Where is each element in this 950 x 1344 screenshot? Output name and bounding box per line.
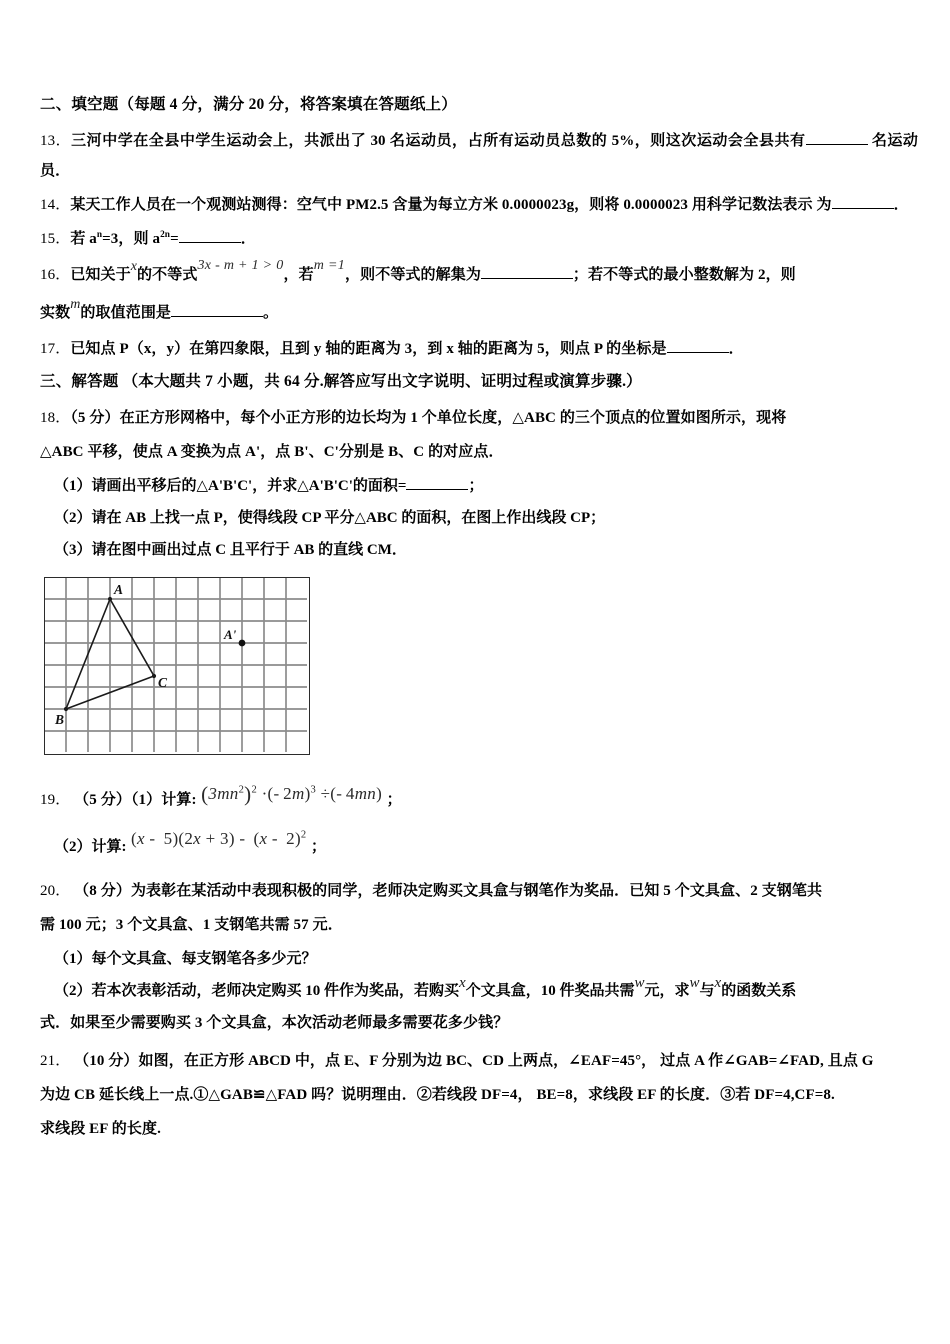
question-13 [40, 126, 918, 186]
question-21-line2 [40, 1080, 918, 1110]
question-18-line2 [40, 437, 918, 467]
question-20-sub2-text-d: 与 [699, 983, 715, 1000]
question-20-var-w-2: w [689, 975, 700, 992]
question-16-text-b: 的不等式 [137, 267, 198, 284]
question-15 [40, 224, 918, 254]
question-18-sub1-text: （1）请画出平移后的△A'B'C'，并求△A'B'C'的面积= [54, 478, 407, 495]
question-14-number: 14． [40, 197, 71, 214]
question-15-text-b: =3，则 a [102, 231, 161, 248]
question-20-sub2-text-b: 个文具盒，10 件奖品共需 [465, 983, 635, 1000]
question-16-text-c: ，若 [283, 267, 314, 284]
label-a-prime: A' [224, 627, 237, 643]
question-17-text: 已知点 P（x，y）在第四象限，且到 y 轴的距离为 3，到 x 轴的距离为 5，则点 P 的坐标是 [70, 341, 667, 358]
question-21-text-b: 为边 CB 延长线上一点.①△GAB≌△FAD 吗？说明理由．②若线段 DF=4， BE=8，求线段 EF 的长度．③若 DF=4,CF=8. [40, 1087, 835, 1104]
question-20-sub2-text-a: （2）若本次表彰活动，老师决定购买 10 件作为奖品，若购买 [54, 983, 460, 1000]
question-19-line2 [40, 826, 918, 867]
question-18-sub1-end: ； [468, 478, 484, 495]
question-16-text-f: 实数 [40, 305, 71, 322]
section-heading-fill-in-blank: 二、填空题（每题 4 分，满分 20 分，将答案填在答题纸上） [40, 96, 457, 113]
question-14 [40, 190, 918, 220]
page-content [40, 93, 918, 1148]
label-c: C [158, 675, 168, 691]
question-16-number: 16． [40, 267, 71, 284]
question-15-blank-1[interactable] [179, 242, 241, 243]
vertex-a-dot [108, 597, 112, 601]
question-20-line2 [40, 910, 918, 940]
question-16-text-a: 已知关于 [70, 267, 131, 284]
question-20-text-a: 为表彰在某活动中表现积极的同学，老师决定购买文具盒与钢笔作为奖品．已知 5 个文具盒、2 支钢笔共 [130, 883, 823, 900]
question-20-sub2-line2 [40, 1008, 918, 1038]
question-21-score: （10 分） [74, 1053, 139, 1070]
question-15-number: 15． [40, 231, 71, 248]
question-18-score: （5 分） [70, 410, 120, 427]
question-16-text-g: 的取值范围是 [80, 305, 172, 322]
question-15-text-d: ． [240, 231, 256, 248]
question-18-sub1 [40, 471, 918, 501]
question-19-score: （5 分） [74, 792, 131, 809]
question-16-text-e: ；若不等式的最小整数解为 2，则 [572, 267, 796, 284]
question-18-sub2-text: （2）请在 AB 上找一点 P，使得线段 CP 平分△ABC 的面积，在图上作出线段 CP； [54, 510, 606, 527]
question-20-sub1 [40, 944, 918, 974]
question-21-text-a: 如图，在正方形 ABCD 中，点 E、F 分别为边 BC、CD 上两点，∠EAF=45°， 过点 A 作∠GAB=∠FAD, 且点 G [138, 1053, 874, 1070]
question-16-blank-1[interactable] [481, 278, 573, 279]
question-15-exponent-n: n [96, 230, 103, 241]
question-15-text-c: = [170, 231, 179, 248]
question-16-variable-x: x [130, 259, 138, 275]
question-17-number: 17． [40, 341, 71, 358]
question-21-number: 21． [40, 1053, 71, 1070]
question-18-text-b: △ABC 平移，使点 A 变换为点 A'，点 B'、C'分别是 B、C 的对应点． [40, 444, 504, 461]
question-20-score: （8 分） [74, 883, 131, 900]
question-20-sub2-text-e: 的函数关系 [721, 983, 797, 1000]
question-17-text-end: ． [728, 341, 744, 358]
question-18-figure [44, 577, 330, 765]
question-19-line1 [40, 773, 918, 821]
question-20-number: 20． [40, 883, 71, 900]
question-20-var-x-1: x [459, 975, 466, 992]
question-16-line2 [40, 297, 918, 330]
question-15-text-a: 若 a [70, 231, 97, 248]
question-18-text-a: 在正方形网格中，每个小正方形的边长均为 1 个单位长度，△ABC 的三个顶点的位置如图所示，现将 [119, 410, 787, 427]
question-20-text-b: 需 100 元；3 个文具盒、1 支钢笔共需 57 元． [40, 917, 343, 934]
question-20-line1 [40, 876, 918, 906]
question-19-part1-end: ； [386, 792, 402, 809]
question-16 [40, 258, 918, 293]
question-19-part1-label: （1）计算: [130, 792, 197, 809]
question-18-sub3-text: （3）请在图中画出过点 C 且平行于 AB 的直线 CM． [54, 542, 407, 559]
section-heading-solve: 三、解答题 （本大题共 7 小题，共 64 分.解答应写出文字说明、证明过程或演算步骤.） [40, 373, 642, 391]
question-16-text-d: ，则不等式的解集为 [345, 267, 481, 284]
question-14-blank-1[interactable] [832, 208, 894, 209]
question-18-sub2 [40, 503, 918, 533]
question-20-sub2-line1 [40, 976, 918, 1006]
label-a: A [114, 582, 124, 598]
question-19-part2-label: （2）计算: [54, 838, 127, 855]
question-20-var-x-2: x [714, 975, 722, 992]
question-21-text-c: 求线段 EF 的长度. [40, 1121, 161, 1138]
question-16-blank-2[interactable] [171, 316, 263, 317]
question-21-line1 [40, 1046, 918, 1076]
question-18-number: 18． [40, 410, 71, 427]
question-13-text-end: 名运动员． [40, 133, 918, 180]
question-20-sub1-text: （1）每个文具盒、每支钢笔各多少元？ [54, 951, 317, 968]
question-20-sub2-text-f: 式．如果至少需要购买 3 个文具盒，本次活动老师最多需要花多少钱？ [40, 1015, 509, 1032]
question-17 [40, 334, 918, 364]
label-b: B [55, 712, 65, 728]
point-a-prime-dot [239, 640, 246, 647]
question-13-text: 三河中学在全县中学生运动会上，共派出了 30 名运动员，占所有运动员总数的 5%，则这次运动会全县共有 [71, 133, 806, 150]
question-21-line3 [40, 1114, 918, 1144]
question-19-number: 19． [40, 792, 71, 809]
question-19-part1-formula: $(3mn^2)^2$ ·(- 2m)$^3$ ÷(- 4mn) [201, 782, 387, 807]
question-18-sub3 [40, 535, 918, 565]
question-18-line1 [40, 403, 918, 433]
question-18-sub1-blank[interactable] [406, 489, 468, 490]
question-14-text: 某天工作人员在一个观测站测得：空气中 PM2.5 含量为每立方米 0.0000023g，则将 0.0000023 用科学记数法表示 [70, 197, 813, 214]
grid-triangle-svg [44, 577, 330, 765]
vertex-b-dot [64, 707, 68, 711]
vertex-c-dot [152, 674, 156, 678]
question-16-variable-m: m [70, 297, 81, 313]
question-17-blank-1[interactable] [667, 352, 729, 353]
question-16-condition: m =1 [313, 258, 346, 274]
question-16-text-h: 。 [263, 305, 279, 322]
question-14-text-end: ． [893, 197, 909, 214]
question-16-inequality-formula: 3x - m + 1 > 0 [197, 258, 284, 274]
question-20-sub2-text-c: 元，求 [644, 983, 690, 1000]
question-13-number: 13． [40, 133, 72, 150]
question-19-part2-end: ； [311, 838, 327, 855]
question-15-exponent-2n: 2n [160, 230, 171, 241]
question-13-blank-1[interactable] [806, 144, 868, 145]
question-20-var-w-1: w [634, 975, 645, 992]
question-19-part2-formula: (x - 5)(2x + 3) - (x - 2)$^2$ [126, 828, 307, 848]
question-14-text-cont: 为 [816, 197, 832, 214]
